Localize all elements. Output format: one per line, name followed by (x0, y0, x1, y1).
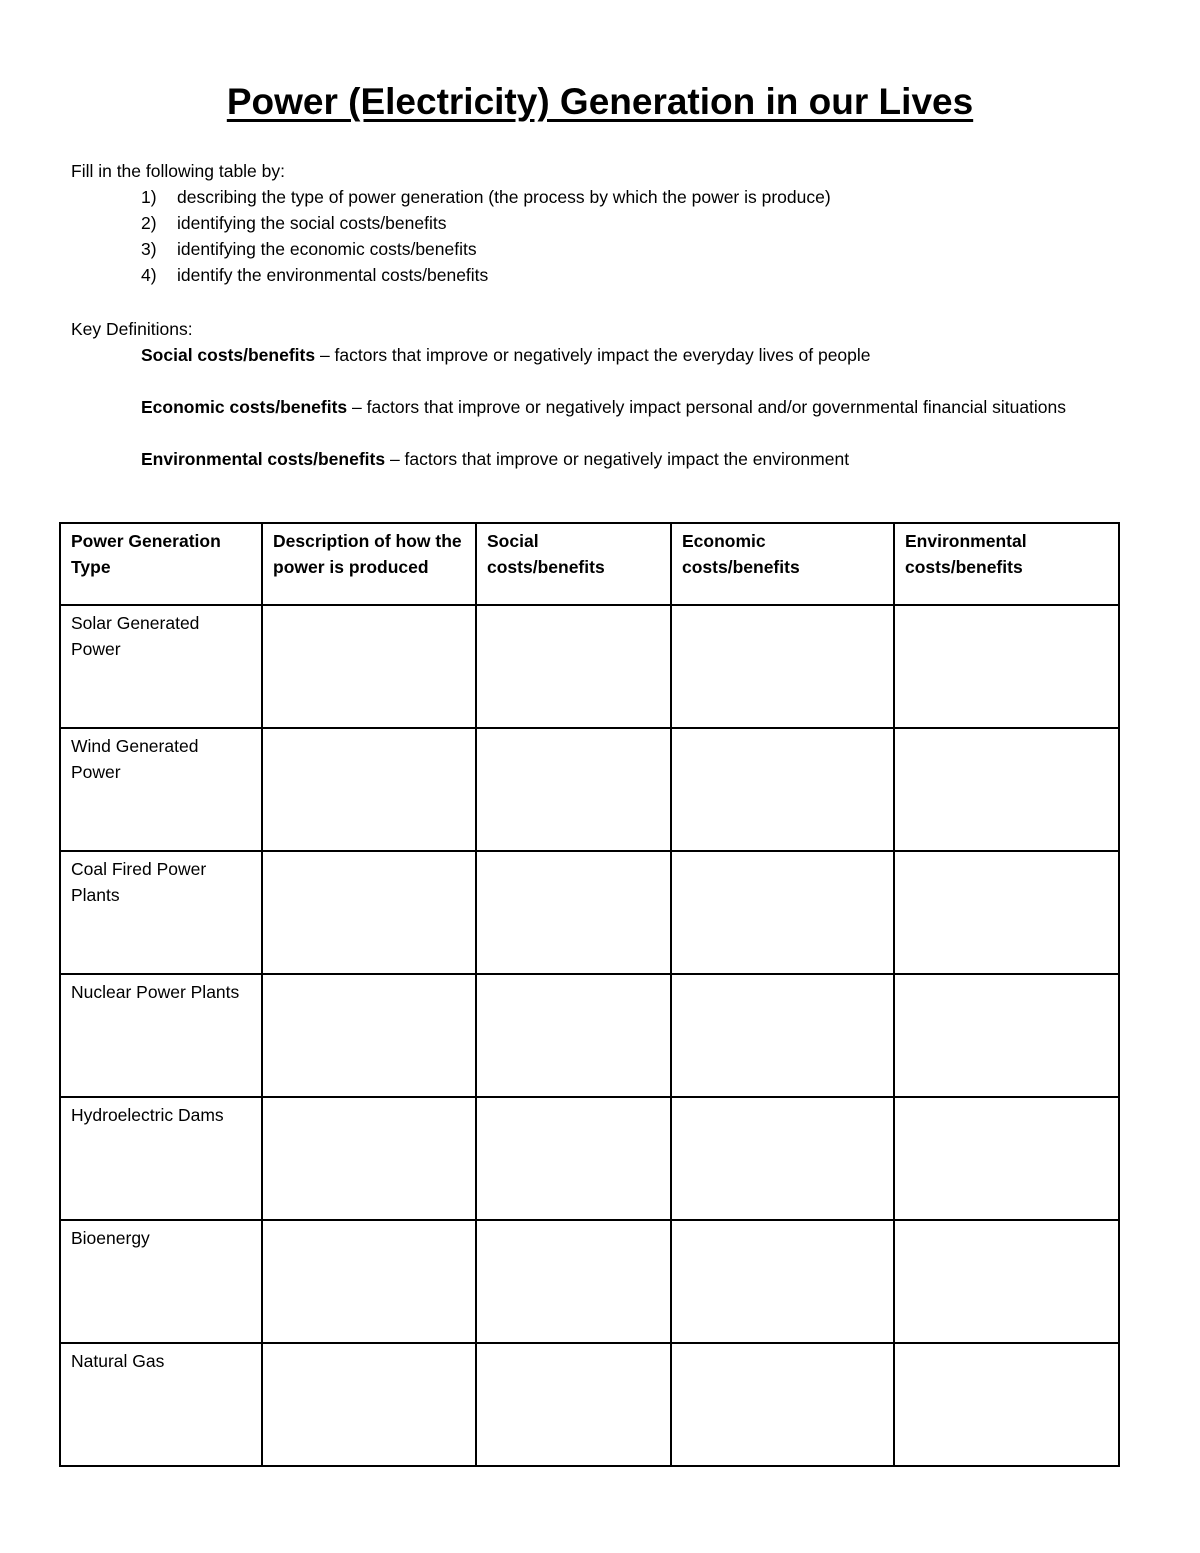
step-number: 2) (141, 213, 157, 233)
definition-text: – factors that improve or negatively impact the everyday lives of people (315, 345, 871, 365)
row-label: Hydroelectric Dams (60, 1097, 262, 1220)
definition-text: – factors that improve or negatively impact the environment (385, 449, 850, 469)
definition-term: Economic costs/benefits (141, 397, 348, 417)
step-text: describing the type of power generation (the process by which the power is produce) (177, 187, 831, 207)
blank-cell[interactable] (476, 1097, 671, 1220)
page-title: Power (Electricity) Generation in our Lives (226, 81, 974, 122)
definition-term: Social costs/benefits (141, 345, 316, 365)
blank-cell[interactable] (671, 851, 894, 974)
step-number: 4) (141, 265, 157, 285)
table-row (60, 1220, 1119, 1343)
table-row (60, 851, 1119, 974)
blank-cell[interactable] (262, 1097, 476, 1220)
blank-cell[interactable] (476, 974, 671, 1097)
blank-cell[interactable] (894, 1220, 1119, 1343)
row-label: Coal Fired Power Plants (60, 851, 262, 974)
row-label: Nuclear Power Plants (60, 974, 262, 1097)
blank-cell[interactable] (476, 851, 671, 974)
blank-cell[interactable] (894, 851, 1119, 974)
power-generation-table (59, 522, 1120, 1467)
blank-cell[interactable] (671, 1220, 894, 1343)
blank-cell[interactable] (476, 1220, 671, 1343)
blank-cell[interactable] (894, 1343, 1119, 1466)
step-text: identify the environmental costs/benefits (177, 265, 489, 285)
step-text: identifying the social costs/benefits (177, 213, 447, 233)
blank-cell[interactable] (262, 728, 476, 851)
blank-cell[interactable] (671, 728, 894, 851)
table-row (60, 974, 1119, 1097)
column-header-social: Social costs/benefits (476, 523, 671, 605)
blank-cell[interactable] (262, 1343, 476, 1466)
blank-cell[interactable] (671, 974, 894, 1097)
column-header-environmental: Environmental costs/benefits (894, 523, 1119, 605)
row-label: Natural Gas (60, 1343, 262, 1466)
table-row (60, 1343, 1119, 1466)
column-header-description: Description of how the power is produced (262, 523, 476, 605)
column-header-type: Power Generation Type (60, 523, 262, 605)
step-text: identifying the economic costs/benefits (177, 239, 477, 259)
key-definitions-heading: Key Definitions: (71, 319, 193, 339)
blank-cell[interactable] (894, 728, 1119, 851)
table-row (60, 728, 1119, 851)
key-definitions (141, 342, 1101, 498)
definition-text: – factors that improve or negatively impact personal and/or governmental financial situations (347, 397, 1067, 417)
row-label: Bioenergy (60, 1220, 262, 1343)
blank-cell[interactable] (894, 1097, 1119, 1220)
blank-cell[interactable] (476, 728, 671, 851)
step-number: 3) (141, 239, 157, 259)
column-header-economic: Economic costs/benefits (671, 523, 894, 605)
table-row (60, 1097, 1119, 1220)
instructions-intro: Fill in the following table by: (71, 161, 285, 181)
blank-cell[interactable] (262, 605, 476, 728)
blank-cell[interactable] (671, 1097, 894, 1220)
instruction-step (141, 210, 831, 236)
definition-social (141, 342, 1101, 368)
blank-cell[interactable] (671, 605, 894, 728)
row-label: Solar Generated Power (60, 605, 262, 728)
definition-economic (141, 394, 1101, 420)
row-label: Wind Generated Power (60, 728, 262, 851)
blank-cell[interactable] (476, 605, 671, 728)
step-number: 1) (141, 187, 157, 207)
blank-cell[interactable] (262, 974, 476, 1097)
instruction-step (141, 236, 831, 262)
blank-cell[interactable] (671, 1343, 894, 1466)
blank-cell[interactable] (894, 974, 1119, 1097)
table-header-row (60, 523, 1119, 605)
definition-environmental (141, 446, 1101, 472)
instruction-step (141, 262, 831, 288)
blank-cell[interactable] (262, 851, 476, 974)
definition-term: Environmental costs/benefits (141, 449, 386, 469)
instruction-steps (141, 184, 831, 288)
instruction-step (141, 184, 831, 210)
blank-cell[interactable] (894, 605, 1119, 728)
blank-cell[interactable] (262, 1220, 476, 1343)
table-row (60, 605, 1119, 728)
blank-cell[interactable] (476, 1343, 671, 1466)
